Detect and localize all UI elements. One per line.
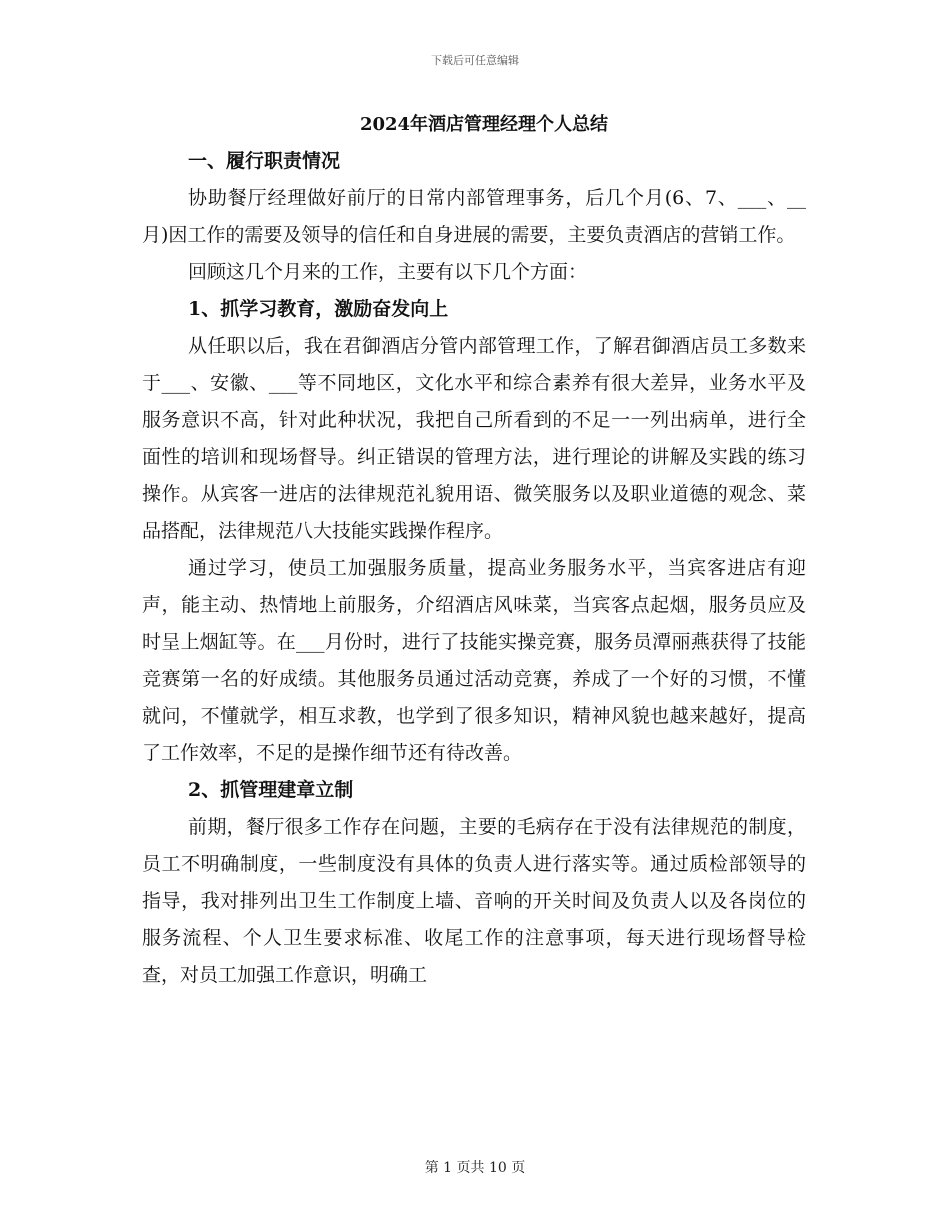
paragraph: 前期，餐厅很多工作存在问题，主要的毛病存在于没有法律规范的制度，员工不明确制度，一些制度没有具体的负责人进行落实等。通过质检部领导的指导，我对排列出卫生工作制度上墙、音响的开关时间及负责人以及各岗位的服务流程、个人卫生要求标准、收尾工作的注意事项，每天进行现场督导检查，对员工加强工作意识，明确工 (142, 816, 806, 986)
section-heading: 2、抓管理建章立制 (188, 779, 354, 801)
page-number: 第 1 页共 10 页 (424, 1160, 526, 1176)
section-heading: 1、抓学习教育，激励奋发向上 (188, 298, 449, 320)
paragraph: 从任职以后，我在君御酒店分管内部管理工作，了解君御酒店员工多数来于___、安徽、___等不同地区，文化水平和综合素养有很大差异，业务水平及服务意识不高，针对此种状况，我把自己所看到的不足一一列出病单，进行全面性的培训和现场督导。纠正错误的管理方法，进行理论的讲解及实践的练习操作。从宾客一进店的法律规范礼貌用语、微笑服务以及职业道德的观念、菜品搭配，法律规范八大技能实践操作程序。 (142, 335, 806, 542)
document-title: 2024年酒店管理经理个人总结 (359, 114, 609, 135)
paragraph: 回顾这几个月来的工作，主要有以下几个方面： (188, 261, 588, 283)
page-header-note: 下载后可任意编辑 (431, 54, 519, 67)
section-heading: 一、履行职责情况 (188, 150, 341, 172)
paragraph: 协助餐厅经理做好前厅的日常内部管理事务，后几个月(6、7、___、__月)因工作的需要及领导的信任和自身进展的需要，主要负责酒店的营销工作。 (142, 187, 806, 246)
document-body (142, 108, 806, 994)
paragraph: 通过学习，使员工加强服务质量，提高业务服务水平，当宾客进店有迎声，能主动、热情地上前服务，介绍酒店风味菜，当宾客点起烟，服务员应及时呈上烟缸等。在___月份时，进行了技能实操竞赛，服务员潭丽燕获得了技能竞赛第一名的好成绩。其他服务员通过活动竞赛，养成了一个好的习惯，不懂就问，不懂就学，相互求教，也学到了很多知识，精神风貌也越来越好，提高了工作效率，不足的是操作细节还有待改善。 (142, 557, 806, 764)
